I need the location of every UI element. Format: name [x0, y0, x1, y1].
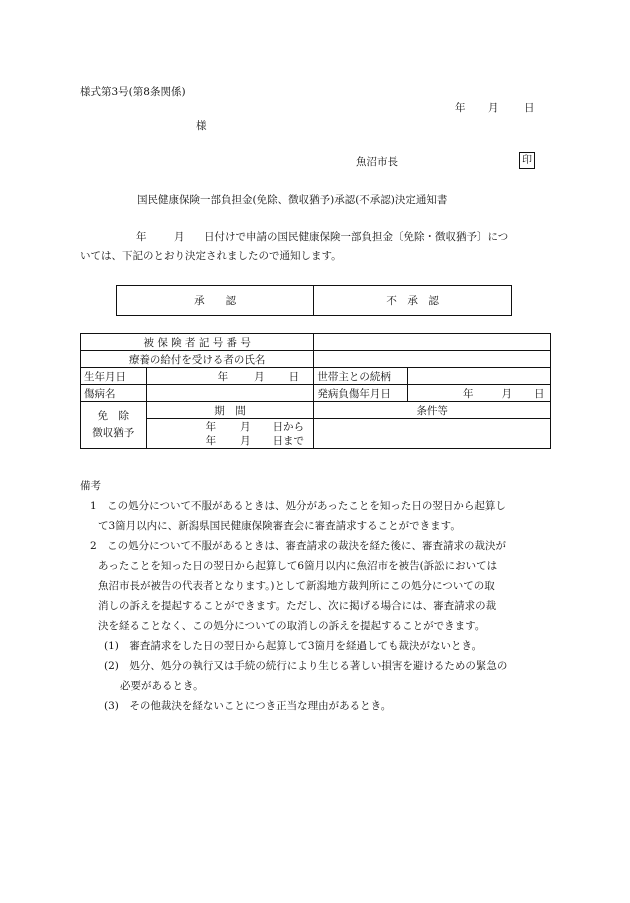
issuer-name: 魚沼市長 — [356, 156, 398, 168]
notes-heading: 備考 — [80, 480, 101, 492]
birth-year-label: 年 — [217, 370, 229, 383]
note-2-sub-2-line-2: 必要があるとき。 — [120, 680, 204, 692]
decision-table — [116, 285, 512, 316]
insured-number-label: 被 保 険 者 記 号 番 号 — [81, 334, 314, 351]
recipient-name-value[interactable] — [314, 351, 551, 368]
period-to-month: 月 — [240, 434, 251, 447]
category-label — [81, 402, 147, 449]
period-to-day: 日まで — [272, 434, 305, 447]
relationship-label: 世帯主との続柄 — [314, 368, 408, 385]
note-2-sub-3: (3) その他裁決を経ないことにつき正当な理由があるとき。 — [104, 700, 392, 712]
date-year-label: 年 — [455, 102, 466, 114]
exemption-label: 免 除 — [97, 410, 130, 422]
disease-name-value[interactable] — [146, 385, 314, 402]
note-2-sub-2-line-1: (2) 処分、処分の執行又は手続の続行により生じる著しい損害を避けるための緊急の — [104, 660, 508, 672]
note-2-line-4: 消しの訴えを提起することができます。ただし、次に掲げる場合には、審査請求の裁 — [98, 600, 497, 612]
deferral-label: 徴収猶予 — [92, 427, 135, 439]
birth-date-value[interactable] — [146, 368, 314, 385]
insured-number-value[interactable] — [314, 334, 551, 351]
details-table — [80, 333, 551, 449]
conditions-value[interactable] — [314, 419, 551, 449]
note-2-line-5: 決を経ることなく、この処分についての取消しの訴えを提起することができます。 — [98, 620, 486, 632]
period-from-day: 日から — [272, 420, 305, 433]
intro-line1-rest: 日付けで申請の国民健康保険一部負担金〔免除・徴収猶予〕につ — [204, 231, 509, 243]
conditions-label: 条件等 — [314, 402, 551, 419]
period-label: 期 間 — [146, 402, 314, 419]
date-day-label: 日 — [524, 102, 535, 114]
note-2-sub-1: (1) 審査請求をした日の翌日から起算して3箇月を経過しても裁決がないとき。 — [104, 640, 483, 652]
intro-month-label: 月 — [174, 231, 185, 243]
intro-year-label: 年 — [136, 231, 147, 243]
period-from-month: 月 — [240, 420, 251, 433]
note-2-line-1: 2 この処分について不服があるときは、審査請求の裁決を経た後に、審査請求の裁決が — [90, 540, 506, 552]
birth-day-label: 日 — [288, 370, 300, 383]
note-2-line-2: あったことを知った日の翌日から起算して6箇月以内に魚沼市を被告(訴訟においては — [98, 560, 498, 572]
onset-day-label: 日 — [534, 387, 545, 400]
document-title: 国民健康保険一部負担金(免除、徴収猶予)承認(不承認)決定通知書 — [137, 194, 448, 206]
form-number: 様式第3号(第8条関係) — [80, 86, 186, 98]
disease-name-label: 傷病名 — [81, 385, 147, 402]
onset-date-value[interactable] — [408, 385, 551, 402]
period-from-year: 年 — [205, 420, 217, 433]
period-to-year: 年 — [205, 434, 217, 447]
onset-month-label: 月 — [501, 387, 513, 400]
period-value[interactable] — [146, 419, 314, 449]
addressee-suffix: 様 — [196, 120, 207, 132]
disapprove-cell[interactable]: 不 承 認 — [314, 286, 512, 316]
note-2-line-3: 魚沼市長が被告の代表者となります。)として新潟地方裁判所にこの処分についての取 — [98, 580, 495, 592]
notes-section — [80, 476, 507, 716]
note-1-line-2: て3箇月以内に、新潟県国民健康保険審査会に審査請求することができます。 — [98, 520, 461, 532]
birth-date-label: 生年月日 — [81, 368, 147, 385]
relationship-value[interactable] — [408, 368, 551, 385]
date-month-label: 月 — [488, 102, 499, 114]
birth-month-label: 月 — [254, 370, 265, 383]
recipient-name-label: 療養の給付を受ける者の氏名 — [81, 351, 314, 368]
onset-year-label: 年 — [463, 387, 474, 400]
seal-box: 印 — [519, 152, 535, 169]
onset-date-label: 発病負傷年月日 — [314, 385, 408, 402]
intro-line2: いては、下記のとおり決定されましたので通知します。 — [80, 250, 342, 262]
note-1-line-1: 1 この処分について不服があるときは、処分があったことを知った日の翌日から起算し — [90, 500, 506, 512]
approve-cell[interactable]: 承 認 — [117, 286, 314, 316]
